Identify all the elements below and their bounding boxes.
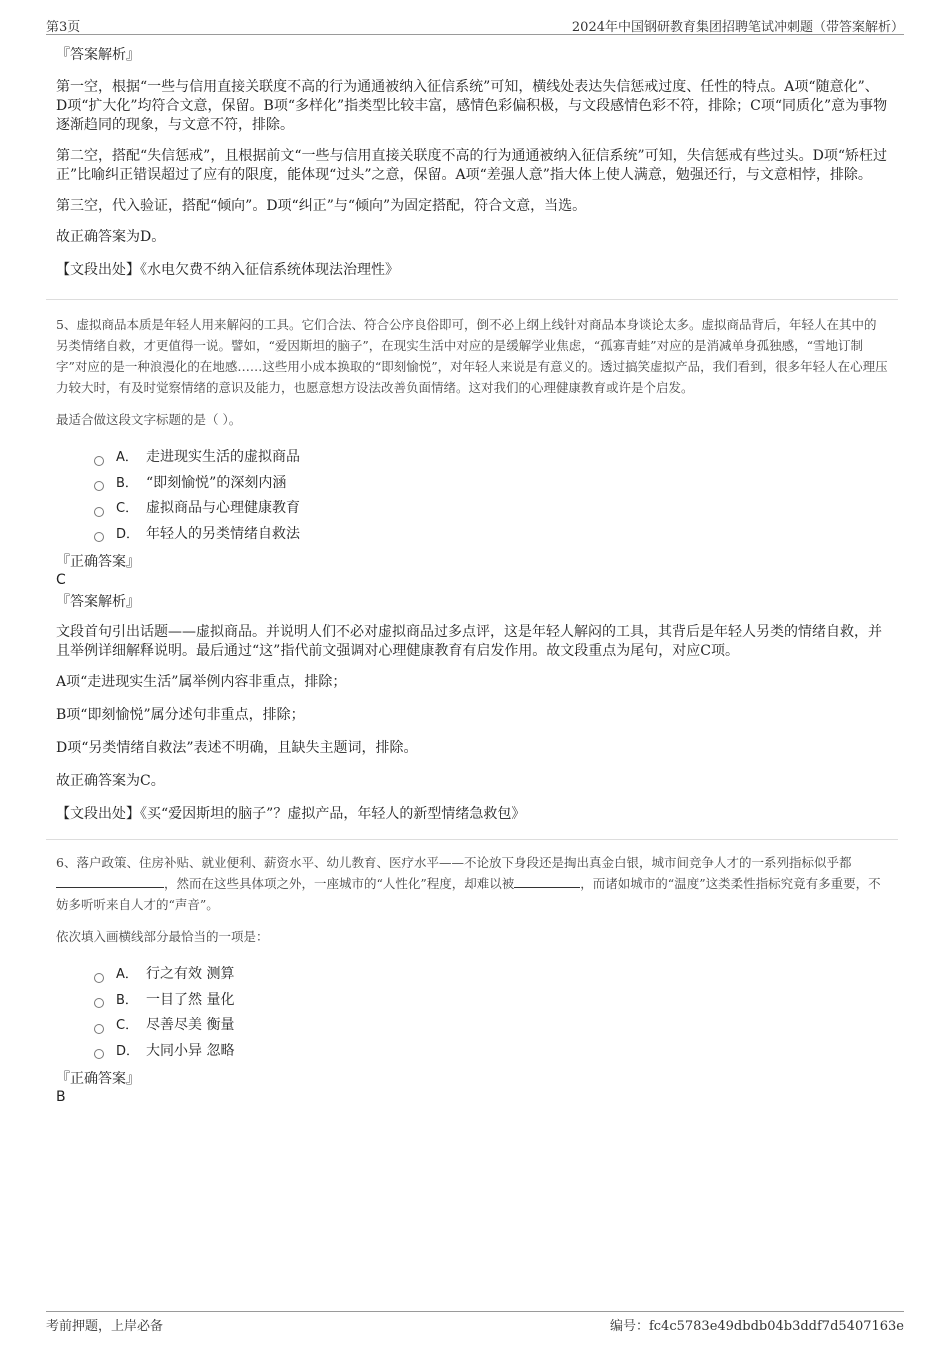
fill-blank [514,875,580,888]
source-citation: 【文段出处】《水电欠费不纳入征信系统体现法治理性》 [56,262,399,278]
question-divider [46,299,898,300]
analysis-paragraph: 第三空，代入验证，搭配“倾向”。D项“纠正”与“倾向”为固定搭配，符合文意，当选。 [56,198,587,214]
option-key: C． [116,501,139,517]
document-title: 2024年中国钢研教育集团招聘笔试冲刺题（带答案解析） [571,20,904,35]
option-text: 一目了然 量化 [146,991,235,1008]
option-text: 走进现实生活的虚拟商品 [146,449,300,466]
radio-icon[interactable] [94,532,104,542]
option-c[interactable] [94,1013,888,1039]
correct-answer-label: 『正确答案』 [56,554,140,570]
analysis-paragraph: D项“另类情绪自救法”表述不明确，且缺失主题词，排除。 [56,740,418,756]
option-b[interactable] [94,988,888,1014]
radio-icon[interactable] [94,481,104,491]
radio-icon[interactable] [94,456,104,466]
option-d[interactable] [94,522,888,548]
page-content [56,46,888,1106]
analysis-label: 『答案解析』 [56,594,140,610]
question-prompt: 最适合做这段文字标题的是（ ）。 [56,412,242,427]
fill-blank [56,875,164,888]
question-divider [46,839,898,840]
option-key: B． [116,992,138,1008]
source-citation: 【文段出处】《买“爱因斯坦的脑子”？虚拟产品，年轻人的新型情绪急救包》 [56,806,526,822]
correct-answer: C [56,572,66,588]
page-footer [46,1311,904,1336]
option-list [94,445,888,547]
radio-icon[interactable] [94,998,104,1008]
option-list [94,962,888,1064]
option-a[interactable] [94,445,888,471]
radio-icon[interactable] [94,1049,104,1059]
analysis-paragraph: 第一空，根据“一些与信用直接关联度不高的行为通通被纳入征信系统”可知，横线处表达失信惩戒过度、任性的特点。A项“随意化”、D项“扩大化”均符合文意，保留。B项“多样化”指类型比较丰富，感情色彩偏积极，与文段感情色彩不符，排除；C项“同质化”意为事物逐渐趋同的现象，与文意不符，排除。 [56,79,888,133]
analysis-label: 『答案解析』 [56,47,140,63]
analysis-paragraph: A项“走进现实生活”属举例内容非重点，排除； [56,674,347,690]
analysis-paragraph: 故正确答案为C。 [56,773,165,789]
analysis-paragraph: 文段首句引出话题——虚拟商品。并说明人们不必对虚拟商品过多点评，这是年轻人解闷的工具，其背后是年轻人另类的情绪自救，并且举例详细解释说明。最后通过“这”指代前文强调对心理健康教育有启发作用。故文段重点为尾句，对应C项。 [56,624,882,659]
footer-slogan: 考前押题，上岸必备 [46,1319,164,1334]
option-d[interactable] [94,1039,888,1065]
option-b[interactable] [94,471,888,497]
analysis-paragraph: 第二空，搭配“失信惩戒”，且根据前文“一些与信用直接关联度不高的行为通通被纳入征信系统”可知，失信惩戒有些过头。D项“矫枉过正”比喻纠正错误超过了应有的限度，能体现“过头”之意，保留。A项“差强人意”指大体上使人满意，勉强还行，与文意相悖，排除。 [56,148,888,183]
option-text: “即刻愉悦”的深刻内涵 [146,474,287,491]
option-text: 年轻人的另类情绪自救法 [146,525,300,542]
stem-text: 6、落户政策、住房补贴、就业便利、薪资水平、幼儿教育、医疗水平——不论放下身段还是掏出真金白银，城市间竞争人才的一系列指标似乎都 [56,855,852,870]
option-key: A． [116,967,138,983]
page-number: 第3页 [46,20,81,35]
option-c[interactable] [94,496,888,522]
radio-icon[interactable] [94,507,104,517]
radio-icon[interactable] [94,973,104,983]
stem-text: ，然而在这些具体项之外，一座城市的“人性化”程度，却难以被 [164,876,515,891]
option-key: D． [116,526,140,542]
correct-answer: B [56,1089,66,1105]
document-id: 编号：fc4c5783e49dbdb04b3ddf7d5407163e [609,1319,904,1334]
option-a[interactable] [94,962,888,988]
question-stem: 5、虚拟商品本质是年轻人用来解闷的工具。它们合法、符合公序良俗即可，倒不必上纲上线针对商品本身谈论太多。虚拟商品背后，年轻人在其中的另类情绪自救，才更值得一说。譬如，“爱因斯坦的脑子”，在现实生活中对应的是缓解学业焦虑，“孤寡青蛙”对应的是消减单身孤独感，“雪地订制字”对应的是一种浪漫化的在地感……这些用小成本换取的“即刻愉悦”，对年轻人来说是有意义的。透过搞笑虚拟产品，我们看到，很多年轻人在心理压力较大时，有及时觉察情绪的意识及能力，也愿意想方设法改善负面情绪。这对我们的心理健康教育或许是个启发。 [56,317,888,395]
correct-answer-label: 『正确答案』 [56,1071,140,1087]
question-stem [56,852,888,915]
analysis-paragraph: B项“即刻愉悦”属分述句非重点，排除； [56,707,305,723]
analysis-paragraph: 故正确答案为D。 [56,229,166,245]
option-text: 尽善尽美 衡量 [146,1017,235,1034]
option-key: D． [116,1043,140,1059]
radio-icon[interactable] [94,1024,104,1034]
question-prompt: 依次填入画横线部分最恰当的一项是： [56,929,269,944]
option-text: 大同小异 忽略 [146,1042,235,1059]
option-key: A． [116,450,138,466]
option-key: B． [116,475,138,491]
page-header [46,14,904,35]
option-text: 虚拟商品与心理健康教育 [146,500,300,517]
option-key: C． [116,1018,139,1034]
stem-text: ，而诸如城市的“温度”这类柔性指标究竟有多重要，不妨多听听来自人才的“声音”。 [56,876,881,912]
option-text: 行之有效 测算 [146,966,235,983]
